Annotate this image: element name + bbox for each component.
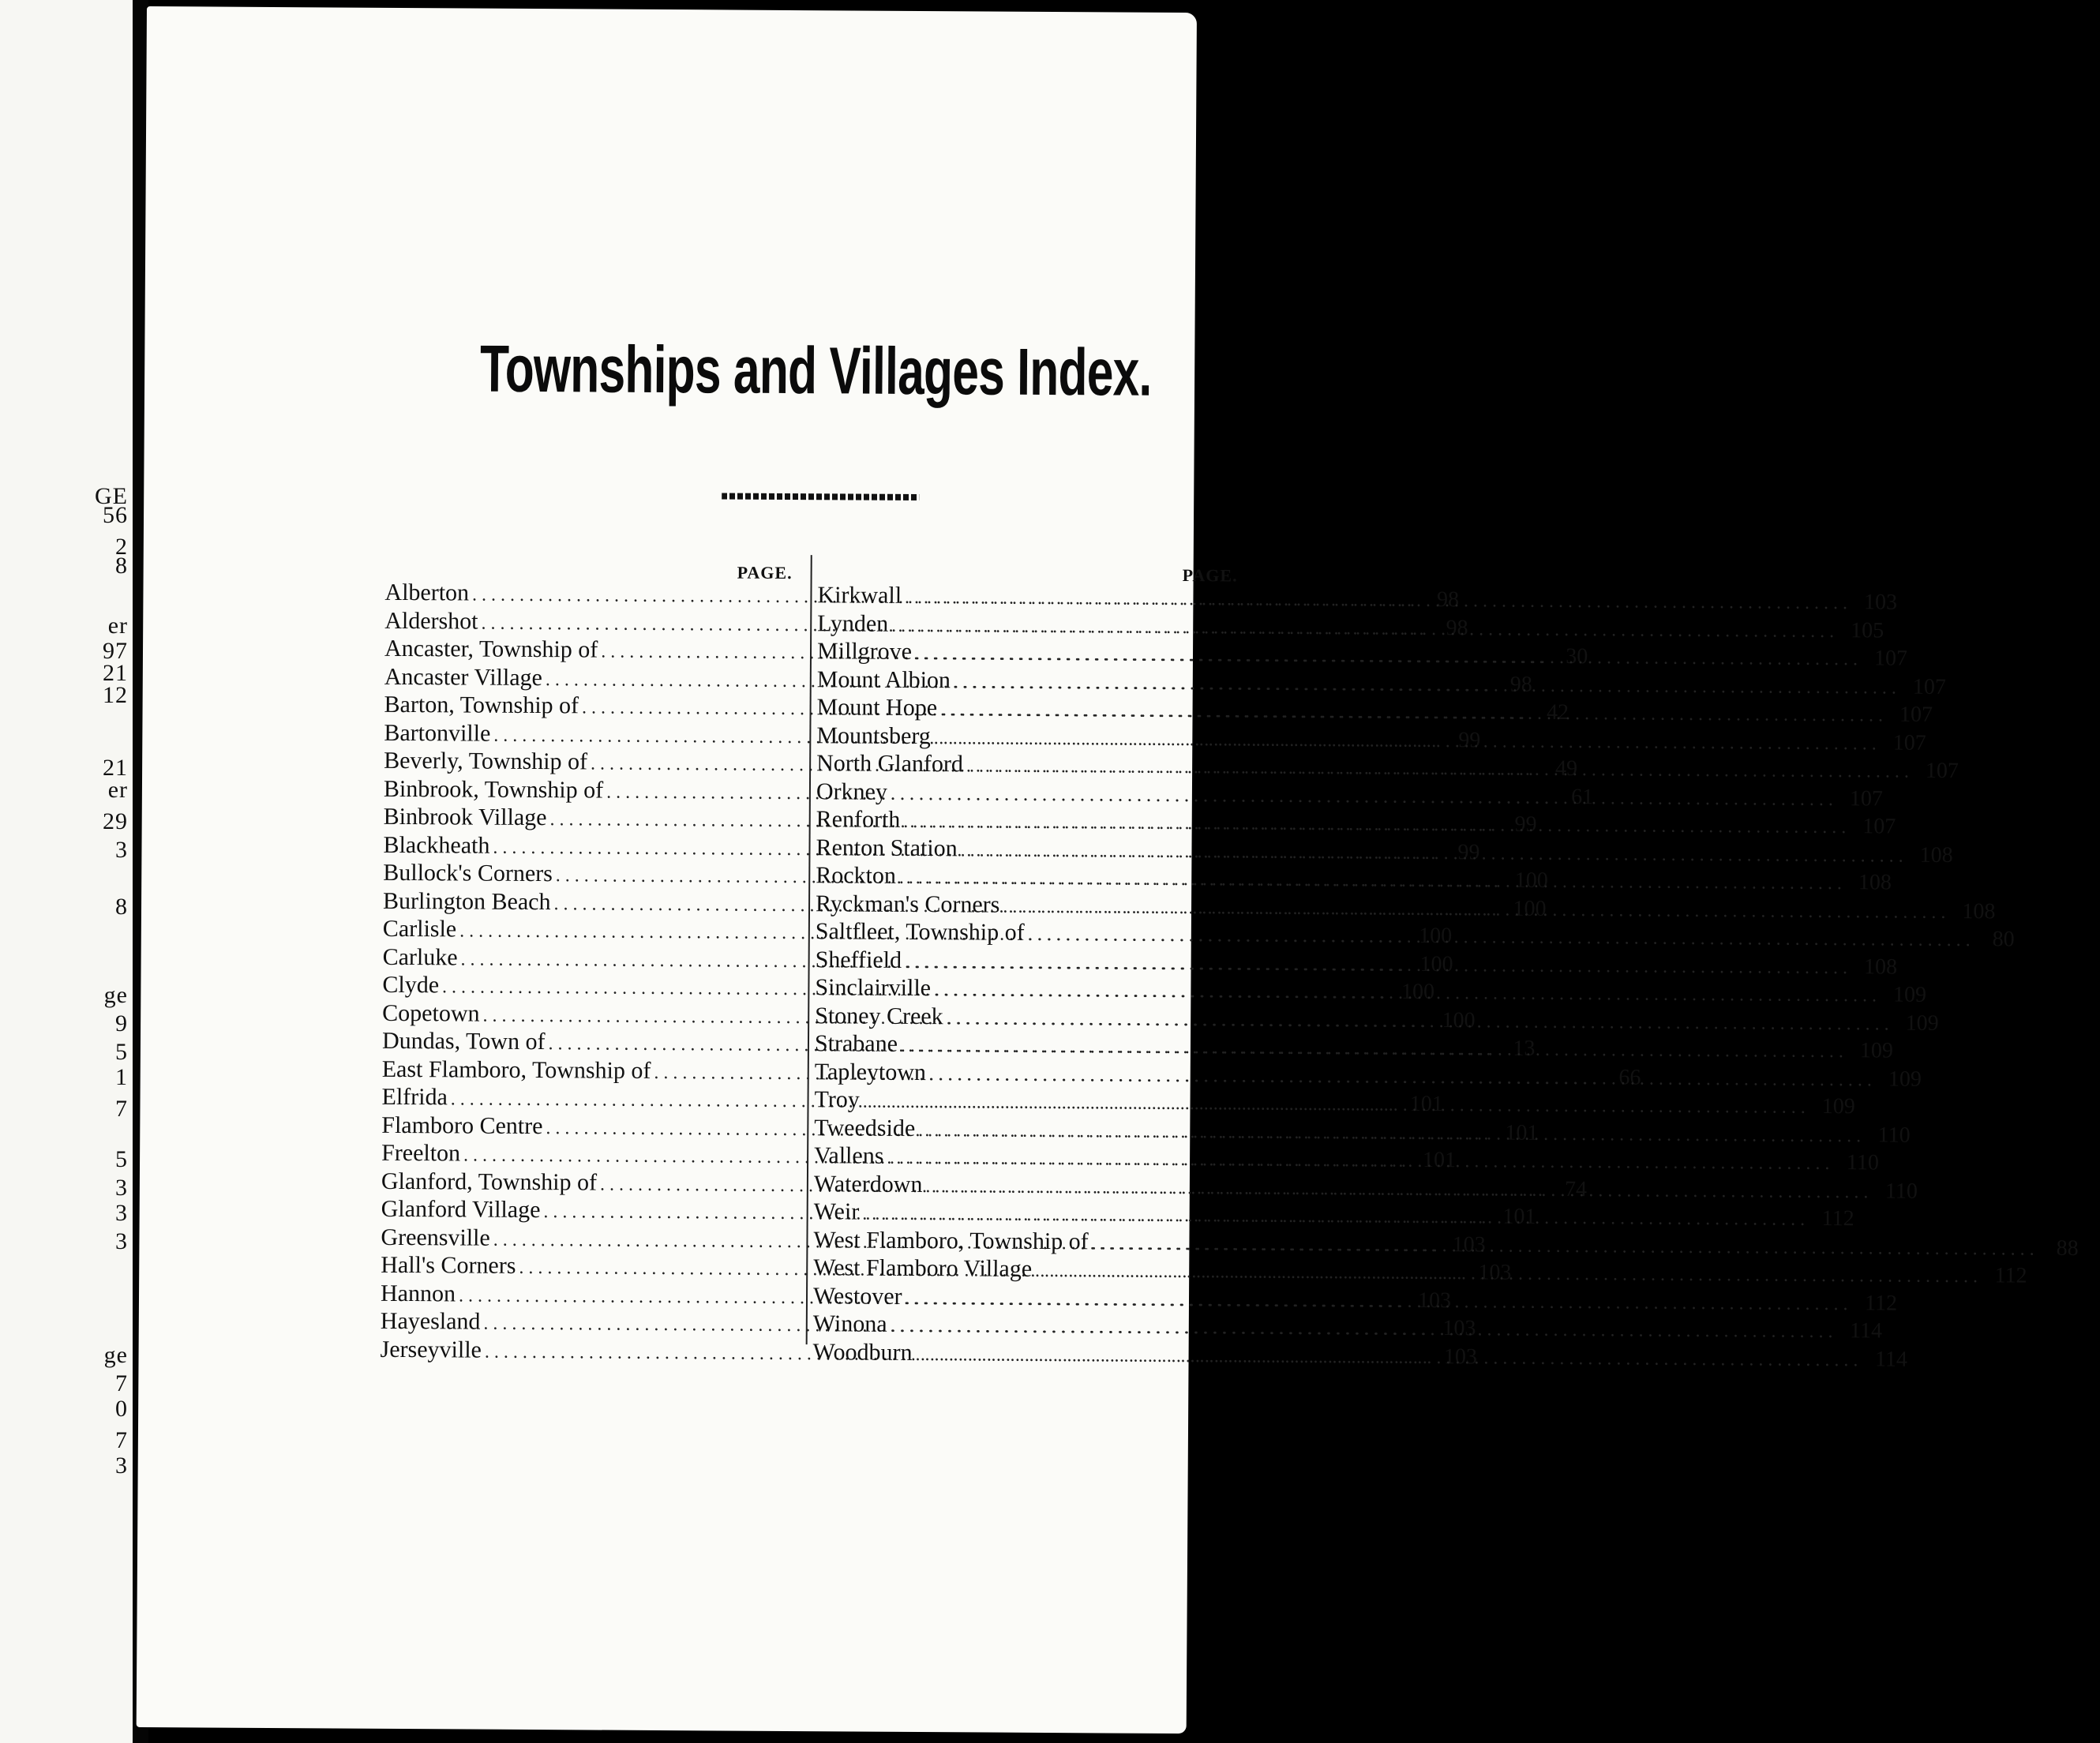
entry-page-number: 110: [1846, 1150, 1879, 1175]
entry-name: Mountsberg: [816, 722, 931, 749]
left-page-fragment-text: er: [107, 613, 128, 639]
dot-leader: [954, 672, 1901, 699]
dot-leader: [1035, 1261, 1982, 1288]
entry-name: Vallens: [814, 1142, 884, 1169]
entry-page-number: 103: [1443, 1344, 1477, 1369]
dot-leader: [1092, 1233, 2039, 1260]
entry-page-number: 13: [1513, 1036, 1536, 1061]
left-page-fragment-text: 5: [115, 1039, 128, 1065]
entry-page-number: 107: [1862, 814, 1896, 839]
entry-page-number: 109: [1821, 1093, 1855, 1119]
entry-page-number: 98: [1436, 587, 1460, 613]
entry-name: Strabane: [814, 1030, 898, 1057]
entry-page-number: 98: [1509, 672, 1532, 697]
entry-page-number: 107: [1925, 758, 1959, 784]
entry-page-number: 100: [1513, 896, 1547, 921]
dot-leader: [899, 868, 1847, 894]
dot-leader: [934, 980, 1881, 1006]
entry-name: Sheffield: [815, 946, 902, 973]
dot-leader: [915, 1344, 1862, 1370]
entry-name: Woodburn: [812, 1338, 913, 1366]
dot-leader: [905, 587, 1852, 614]
entry-name: Kirkwall: [817, 582, 902, 609]
index-page: [137, 6, 2079, 1734]
left-page-fragment-text: 1: [115, 1064, 128, 1090]
left-page-fragment-text: 7: [115, 1427, 128, 1453]
entry-page-number: 101: [1502, 1204, 1536, 1229]
entry-name: Millgrove: [816, 638, 913, 665]
entry-page-number: 99: [1458, 727, 1481, 752]
entry-page-number: 114: [1874, 1346, 1908, 1372]
entry-name: Troy: [814, 1086, 860, 1113]
entry-page-number: 74: [1564, 1176, 1588, 1201]
title-rule: [722, 493, 919, 500]
page-title: Townships and Villages Index.: [479, 331, 1152, 410]
left-page-fragment-text: 3: [115, 1200, 128, 1226]
dot-leader: [890, 1316, 1837, 1343]
dot-leader: [940, 699, 1888, 726]
entry-name: Carluke: [382, 943, 458, 970]
entry-page-number: 88: [2056, 1235, 2079, 1261]
entry-name: Renforth: [816, 806, 901, 833]
dot-leader: [901, 1036, 1848, 1063]
entry-page-number: 108: [1858, 870, 1892, 895]
entry-page-number: 98: [1446, 615, 1468, 640]
entry-page-number: 66: [1618, 1064, 1641, 1090]
left-page-fragment-text: 3: [115, 1452, 128, 1479]
entry-name: Aldershot: [384, 607, 478, 635]
entry-name: Hannon: [380, 1280, 456, 1306]
entry-name: North Glanford: [816, 750, 964, 778]
entry-name: East Flamboro, Township of: [381, 1055, 651, 1084]
left-page-fragment-text: 97: [103, 638, 128, 664]
entry-page-number: 61: [1571, 784, 1594, 809]
left-page-fragment-text: 8: [115, 894, 128, 920]
entry-page-number: 105: [1851, 617, 1884, 643]
entry-name: Westover: [812, 1282, 902, 1310]
entry-page-number: 107: [1892, 730, 1926, 755]
entry-name: Weir: [813, 1198, 860, 1225]
entry-page-number: 103: [1442, 1316, 1476, 1341]
entry-page-number: 107: [1849, 785, 1883, 811]
entry-page-number: 112: [1821, 1205, 1854, 1231]
entry-name: Mount Albion: [816, 665, 951, 693]
entry-page-number: 101: [1505, 1120, 1539, 1145]
entry-page-number: 103: [1478, 1260, 1512, 1285]
entry-name: Beverly, Township of: [384, 747, 588, 775]
entry-page-number: 49: [1554, 755, 1578, 782]
left-page-fragment-text: 0: [115, 1396, 128, 1422]
entry-name: Copetown: [382, 999, 480, 1027]
entry-name: Bartonville: [384, 719, 491, 747]
dot-leader: [925, 1176, 1873, 1203]
entry-name: Rockton: [816, 862, 897, 889]
entry-name: Hall's Corners: [381, 1251, 516, 1279]
entry-name: Winona: [812, 1310, 887, 1337]
entry-name: West Flamboro Village: [813, 1254, 1033, 1282]
entry-page-number: 101: [1422, 1147, 1457, 1173]
left-page-fragment-text: 12: [103, 682, 128, 708]
dot-leader: [1003, 896, 1950, 923]
entry-page-number: 108: [1919, 842, 1953, 868]
entry-name: Binbrook Village: [383, 803, 547, 831]
entry-page-number: 108: [1863, 954, 1898, 980]
dot-leader: [947, 1008, 1894, 1035]
entry-page-number: 109: [1888, 1066, 1922, 1092]
entry-name: Orkney: [816, 778, 888, 805]
entry-name: Binbrook, Township of: [383, 775, 604, 804]
entry-name: Flamboro Centre: [381, 1111, 543, 1139]
entry-page-number: 103: [1863, 590, 1898, 615]
entry-page-number: 112: [1864, 1290, 1898, 1316]
dot-leader: [891, 783, 1838, 810]
left-page-fragment-text: 21: [103, 755, 128, 781]
dot-leader: [887, 1148, 1834, 1175]
entry-page-number: 107: [1873, 646, 1908, 671]
entry-name: Clyde: [382, 971, 440, 999]
entry-name: Hayesland: [380, 1307, 481, 1335]
dot-leader: [966, 755, 1914, 782]
dot-leader: [1028, 924, 1975, 951]
dot-leader: [863, 1092, 1810, 1119]
entry-page-number: 109: [1892, 982, 1927, 1007]
left-page-fragment-text: 3: [115, 837, 128, 863]
entry-name: Renton Station: [816, 834, 958, 861]
entry-name: Greensville: [381, 1224, 490, 1251]
entry-name: Barton, Township of: [384, 691, 579, 719]
dot-leader: [961, 840, 1908, 867]
left-page-fragment-text: 29: [103, 808, 128, 834]
dot-leader: [891, 615, 1839, 642]
entry-name: Stoney Creek: [815, 1002, 943, 1029]
dot-leader: [905, 1288, 1852, 1314]
left-page-fragment-text: 2: [115, 534, 128, 560]
entry-name: West Flamboro, Township of: [813, 1226, 1089, 1254]
entry-name: Lynden: [817, 609, 889, 637]
adjacent-page-fragment: [0, 0, 133, 1743]
page-column-header: PAGE.: [1182, 565, 1238, 586]
entry-page-number: 112: [1994, 1263, 2027, 1288]
dot-leader: [903, 812, 1851, 838]
entry-page-number: 110: [1877, 1122, 1911, 1148]
left-page-fragment-text: 3: [115, 1228, 128, 1254]
entry-name: Bullock's Corners: [383, 859, 553, 887]
entry-page-number: 108: [1962, 898, 1996, 924]
dot-leader: [905, 951, 1852, 978]
entry-name: Saltfleet, Township of: [815, 918, 1025, 946]
dot-leader: [862, 1204, 1809, 1231]
left-page-fragment-text: 3: [115, 1175, 128, 1201]
dot-leader: [918, 1119, 1866, 1146]
left-page-fragment-text: 21: [103, 660, 128, 686]
entry-name: Ancaster Village: [384, 663, 542, 691]
left-page-fragment-text: 7: [115, 1370, 128, 1396]
entry-name: Glanford Village: [381, 1195, 541, 1224]
entry-name: Carlisle: [382, 915, 457, 943]
entry-page-number: 109: [1859, 1038, 1894, 1063]
entry-page-number: 100: [1401, 979, 1435, 1004]
entry-name: Burlington Beach: [382, 887, 551, 915]
entry-name: Ancaster, Township of: [384, 635, 598, 663]
entry-name: Alberton: [384, 579, 470, 606]
left-page-fragment-text: 56: [103, 502, 128, 528]
left-page-fragment-text: ge: [103, 982, 128, 1008]
page-column-header: PAGE.: [737, 562, 793, 583]
left-page-fragment-text: ge: [103, 1342, 128, 1368]
entry-page-number: 99: [1457, 839, 1480, 864]
dot-leader: [915, 643, 1862, 670]
entry-page-number: 100: [1419, 923, 1453, 949]
entry-name: Jerseyville: [380, 1336, 482, 1363]
entry-page-number: 110: [1884, 1178, 1918, 1204]
entry-name: Tweedside: [814, 1114, 916, 1141]
entry-page-number: 107: [1912, 674, 1947, 699]
entry-name: Ryckman's Corners: [815, 890, 1000, 918]
entry-name: Mount Hope: [816, 694, 938, 722]
entry-page-number: 100: [1514, 868, 1548, 893]
dot-leader: [934, 728, 1881, 755]
entry-page-number: 114: [1849, 1318, 1883, 1344]
entry-name: Glanford, Township of: [381, 1168, 598, 1196]
entry-page-number: 103: [1452, 1231, 1486, 1257]
left-page-fragment-text: er: [107, 777, 128, 803]
entry-name: Blackheath: [383, 831, 490, 859]
left-page-fragment-text: 5: [115, 1146, 128, 1172]
entry-name: Freelton: [381, 1139, 461, 1167]
entry-page-number: 101: [1409, 1091, 1443, 1117]
entry-name: Elfrida: [381, 1083, 448, 1111]
entry-page-number: 103: [1417, 1288, 1452, 1313]
left-page-fragment-text: 8: [115, 553, 128, 579]
entry-page-number: 30: [1566, 643, 1588, 669]
entry-page-number: 42: [1546, 699, 1569, 725]
entry-name: Tapleytown: [814, 1058, 927, 1085]
left-page-fragment-text: 7: [115, 1096, 128, 1122]
left-page-fragment-text: 9: [115, 1010, 128, 1036]
entry-name: Sinclairville: [815, 974, 932, 1002]
entry-name: Dundas, Town of: [381, 1027, 546, 1055]
entry-page-number: 107: [1899, 702, 1933, 727]
dot-leader: [929, 1064, 1877, 1091]
entry-page-number: 109: [1905, 1010, 1939, 1036]
entry-name: Waterdown: [813, 1170, 923, 1198]
entry-page-number: 80: [1992, 927, 2015, 952]
entry-page-number: 100: [1442, 1007, 1476, 1033]
entry-page-number: 99: [1514, 812, 1537, 837]
left-page-fragment-text: GE: [95, 483, 128, 509]
entry-page-number: 100: [1419, 951, 1453, 976]
